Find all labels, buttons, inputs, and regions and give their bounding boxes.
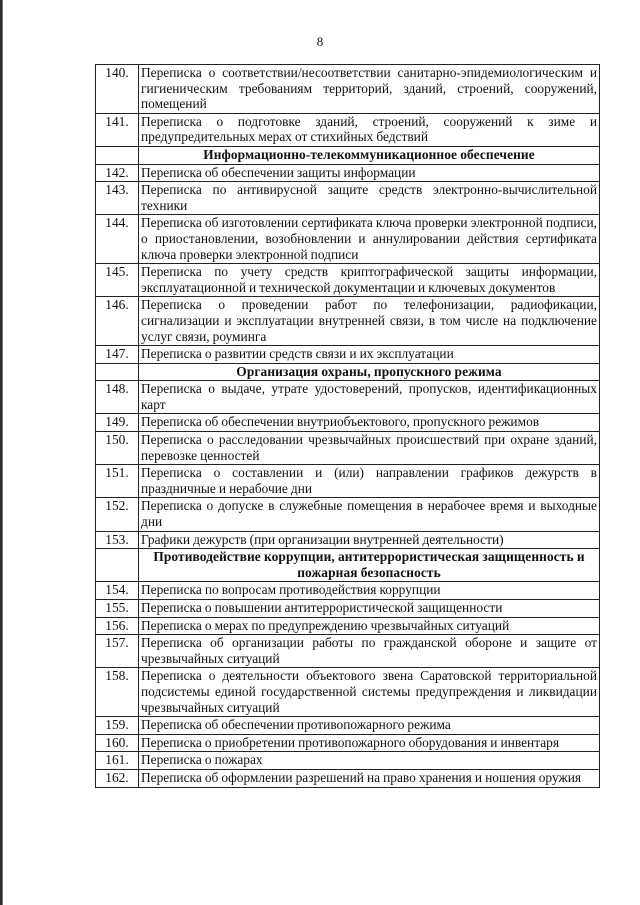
row-number: 161. [96, 752, 139, 770]
row-text: Переписка о пожарах [139, 752, 600, 770]
row-number: 150. [96, 432, 139, 465]
row-number: 143. [96, 182, 139, 215]
table-row [96, 65, 600, 114]
row-text: Переписка о выдаче, утрате удостоверений, пропусков, идентификационных карт [139, 381, 600, 414]
row-number: 156. [96, 617, 139, 635]
table-row [96, 752, 600, 770]
row-text: Переписка по вопросам противодействия коррупции [139, 582, 600, 600]
table-row [96, 635, 600, 668]
row-number: 148. [96, 381, 139, 414]
records-table [95, 64, 600, 788]
row-text: Переписка по антивирусной защите средств электронно-вычислительной техники [139, 182, 600, 215]
row-number: 159. [96, 717, 139, 735]
section-title: Организация охраны, пропускного режима [139, 363, 600, 381]
row-text: Переписка об обеспечении противопожарного режима [139, 717, 600, 735]
row-number: 149. [96, 414, 139, 432]
row-number: 162. [96, 769, 139, 787]
table-row [96, 582, 600, 600]
section-header-row [96, 146, 600, 164]
row-text: Переписка об обеспечении внутриобъектового, пропускного режимов [139, 414, 600, 432]
row-text: Переписка об обеспечении защиты информации [139, 164, 600, 182]
row-text: Переписка о приобретении противопожарного оборудования и инвентаря [139, 734, 600, 752]
row-text: Переписка о подготовке зданий, строений, сооружений к зиме и предупредительных мерах от стихийных бедствий [139, 113, 600, 146]
row-number: 157. [96, 635, 139, 668]
table-row [96, 769, 600, 787]
table-row [96, 717, 600, 735]
table-row [96, 668, 600, 717]
scan-edge [0, 0, 14, 905]
row-text: Переписка о проведении работ по телефонизации, радиофикации, сигнализации и эксплуатации внутренней связи, в том числе на подключение услуг связи, роуминга [139, 297, 600, 346]
row-number: 147. [96, 346, 139, 364]
row-text: Переписка об изготовлении сертификата ключа проверки электронной подписи, о приостановлении, возобновлении и аннулировании действия сертификата ключа проверки электронной подписи [139, 215, 600, 264]
row-number: 153. [96, 531, 139, 549]
row-text: Переписка о развитии средств связи и их эксплуатации [139, 346, 600, 364]
row-text: Переписка о расследовании чрезвычайных происшествий при охране зданий, перевозке ценностей [139, 432, 600, 465]
row-number: 140. [96, 65, 139, 114]
table-row [96, 600, 600, 618]
section-header-row [96, 363, 600, 381]
row-text: Переписка о соответствии/несоответствии санитарно-эпидемиологическим и гигиеническим требованиям территорий, зданий, строений, сооружений, помещений [139, 65, 600, 114]
row-number: 151. [96, 465, 139, 498]
table-row [96, 531, 600, 549]
table-row [96, 381, 600, 414]
table-row [96, 113, 600, 146]
row-text: Переписка об организации работы по гражданской обороне и защите от чрезвычайных ситуаций [139, 635, 600, 668]
section-header-row [96, 549, 600, 582]
table-row [96, 498, 600, 531]
row-number: 160. [96, 734, 139, 752]
page-number: 8 [316, 34, 324, 49]
row-text: Графики дежурств (при организации внутренней деятельности) [139, 531, 600, 549]
row-number: 142. [96, 164, 139, 182]
row-text: Переписка по учету средств криптографической защиты информации, эксплуатационной и технической документации и ключевых документов [139, 264, 600, 297]
row-number: 152. [96, 498, 139, 531]
row-text: Переписка о мерах по предупреждению чрезвычайных ситуаций [139, 617, 600, 635]
row-number [96, 146, 139, 164]
table-row [96, 264, 600, 297]
table-row [96, 617, 600, 635]
row-number: 155. [96, 600, 139, 618]
table-row [96, 465, 600, 498]
row-number: 158. [96, 668, 139, 717]
row-text: Переписка о деятельности объектового звена Саратовской территориальной подсистемы единой государственной системы предупреждения и ликвидации чрезвычайных ситуаций [139, 668, 600, 717]
table-row [96, 346, 600, 364]
table-row [96, 414, 600, 432]
row-number: 146. [96, 297, 139, 346]
row-number: 154. [96, 582, 139, 600]
section-title: Информационно-телекоммуникационное обеспечение [139, 146, 600, 164]
row-number: 141. [96, 113, 139, 146]
table-row [96, 215, 600, 264]
table-row [96, 432, 600, 465]
row-number: 145. [96, 264, 139, 297]
row-text: Переписка о допуске в служебные помещения в нерабочее время и выходные дни [139, 498, 600, 531]
table-row [96, 164, 600, 182]
row-number: 144. [96, 215, 139, 264]
row-text: Переписка о повышении антитеррористической защищенности [139, 600, 600, 618]
section-title: Противодействие коррупции, антитеррористическая защищенность и пожарная безопасность [139, 549, 600, 582]
row-number [96, 549, 139, 582]
table-row [96, 182, 600, 215]
row-text: Переписка о составлении и (или) направлении графиков дежурств в праздничные и нерабочие дни [139, 465, 600, 498]
row-text: Переписка об оформлении разрешений на право хранения и ношения оружия [139, 769, 600, 787]
row-number [96, 363, 139, 381]
table-row [96, 734, 600, 752]
table-row [96, 297, 600, 346]
